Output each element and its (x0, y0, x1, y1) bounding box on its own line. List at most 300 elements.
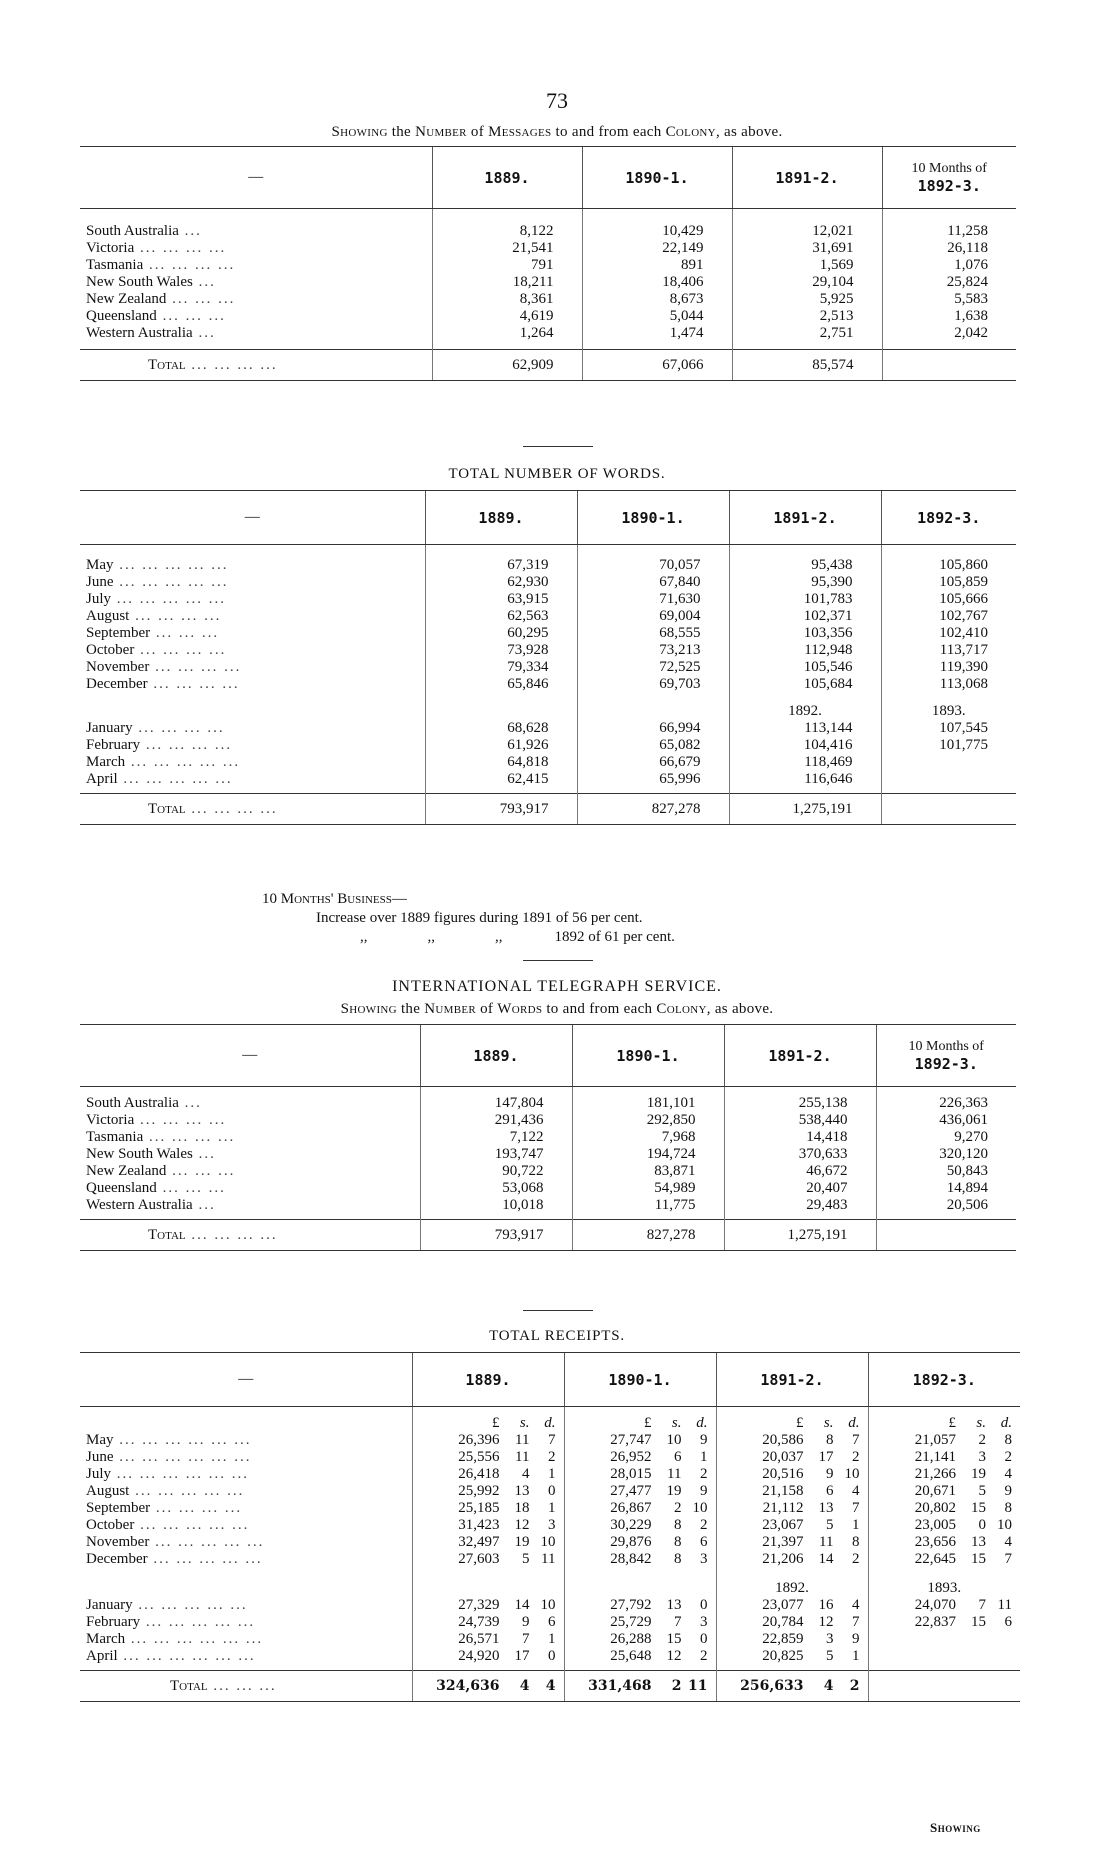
amount-cell (868, 1597, 1020, 1614)
total-cell: 1,275,191 (724, 1220, 876, 1251)
row-label: April ... ... ... ... ... (86, 770, 233, 787)
value-cell: 112,948 (729, 642, 881, 659)
pounds: 23,077 (762, 1596, 804, 1613)
spacer-cell (80, 1087, 420, 1095)
leader-dots: ... ... ... ... (150, 1499, 243, 1516)
table-row (80, 676, 1016, 693)
leader-dots: ... ... ... (156, 1179, 226, 1196)
pence: 9 (700, 1482, 708, 1499)
pence: 4 (1004, 1533, 1012, 1550)
leader-dots: ... ... ... ... (147, 675, 240, 692)
table-row (80, 308, 1016, 325)
amount-cell (716, 1597, 868, 1614)
pounds: 27,792 (610, 1596, 652, 1613)
spacer-cell (732, 209, 882, 223)
value-cell: 194,724 (572, 1146, 724, 1163)
amount-cell (412, 1483, 564, 1500)
leader-dots: ... (192, 1145, 216, 1162)
year-marker: 1892. (716, 1580, 868, 1597)
value-cell: 2,513 (732, 308, 882, 325)
value-cell: 102,767 (881, 608, 1016, 625)
row-label: Total ... ... ... ... (80, 350, 432, 381)
leader-dots: ... ... ... ... ... ... (117, 1647, 256, 1664)
header-blank: — (80, 1025, 420, 1087)
row-label: June ... ... ... ... ... ... (86, 1448, 252, 1465)
amount-cell (412, 1466, 564, 1483)
row-label: August ... ... ... ... ... (86, 1482, 245, 1499)
pounds: 20,784 (762, 1613, 804, 1630)
spacer-cell (724, 1087, 876, 1095)
pence: 8 (1004, 1431, 1012, 1448)
pounds: 331,468 (588, 1678, 652, 1694)
shillings: 11 (667, 1465, 682, 1482)
spacer-cell (582, 209, 732, 223)
amount-cell (868, 1517, 1020, 1534)
shillings: 11 (515, 1431, 530, 1448)
value-cell: 79,334 (425, 659, 577, 676)
table-row (80, 1112, 1016, 1129)
row-label: October ... ... ... ... ... (86, 1516, 250, 1533)
amount-cell (868, 1449, 1020, 1466)
row-label: August ... ... ... ... (86, 607, 222, 624)
row-label: May ... ... ... ... ... (86, 556, 229, 573)
row-label: February ... ... ... ... (86, 736, 233, 753)
shillings: 13 (818, 1499, 834, 1516)
value-cell: 69,004 (577, 608, 729, 625)
row-label: June ... ... ... ... ... (86, 573, 229, 590)
pence: 1 (852, 1647, 860, 1664)
table-row (80, 1095, 1016, 1112)
pounds: 23,005 (914, 1516, 956, 1533)
value-cell: 8,122 (432, 223, 582, 240)
leader-dots: ... ... ... ... ... (140, 1613, 256, 1630)
spacer-cell (420, 1087, 572, 1095)
row-label: Total ... ... ... (80, 1671, 412, 1702)
header-1889: 1889. (420, 1025, 572, 1087)
value-cell: 436,061 (876, 1112, 1016, 1129)
pence: 4 (852, 1482, 860, 1499)
value-cell: 147,804 (420, 1095, 572, 1112)
unit-label: s. (823, 1414, 834, 1431)
year-marker-row (80, 703, 1016, 720)
spacer-cell (577, 545, 729, 557)
shillings: 14 (514, 1596, 530, 1613)
amount-cell (412, 1449, 564, 1466)
amount-cell (564, 1648, 716, 1665)
header-1890-1: 1890-1. (582, 147, 732, 209)
value-cell: 5,583 (882, 291, 1016, 308)
pence: 10 (844, 1465, 860, 1482)
unit-label: d. (848, 1414, 860, 1431)
row-label: Total ... ... ... ... (80, 794, 425, 825)
row-label: New Zealand ... ... ... (86, 1162, 236, 1179)
table-row (80, 1180, 1016, 1197)
value-cell: 73,213 (577, 642, 729, 659)
shillings: 11 (819, 1533, 834, 1550)
amount-cell (412, 1614, 564, 1631)
amount-cell (412, 1534, 564, 1551)
pence: 7 (852, 1613, 860, 1630)
table-row (80, 1129, 1016, 1146)
unit-labels (716, 1415, 868, 1432)
leader-dots: ... ... ... ... ... (125, 753, 241, 770)
pounds: 21,158 (762, 1482, 804, 1499)
value-cell: 226,363 (876, 1095, 1016, 1112)
spacer-cell (868, 1568, 1020, 1580)
amount-cell (868, 1551, 1020, 1568)
amount-cell (564, 1551, 716, 1568)
pence: 10 (540, 1596, 556, 1613)
amount-cell (716, 1466, 868, 1483)
table-row (80, 1146, 1016, 1163)
value-cell: 104,416 (729, 737, 881, 754)
shillings: 5 (826, 1516, 834, 1533)
unit-label: £ (492, 1414, 500, 1431)
value-cell: 103,356 (729, 625, 881, 642)
total-cell: 827,278 (577, 794, 729, 825)
international-table (80, 1024, 1016, 1251)
value-cell: 105,666 (881, 591, 1016, 608)
row-label: March ... ... ... ... ... (86, 753, 241, 770)
value-cell: 60,295 (425, 625, 577, 642)
shillings: 2 (674, 1499, 682, 1516)
spacer-cell (716, 1568, 868, 1580)
header-1891-2: 1891-2. (716, 1353, 868, 1407)
value-cell: 14,418 (724, 1129, 876, 1146)
total-cell (882, 350, 1016, 381)
pounds: 21,141 (914, 1448, 956, 1465)
pounds: 22,645 (914, 1550, 956, 1567)
amount-cell (564, 1449, 716, 1466)
table-row (80, 257, 1016, 274)
pence: 6 (1004, 1613, 1012, 1630)
pence: 4 (1004, 1465, 1012, 1482)
row-label: October ... ... ... ... (86, 641, 227, 658)
pence: 11 (541, 1550, 556, 1567)
leader-dots: ... ... ... ... ... (117, 770, 233, 787)
pounds: 22,837 (914, 1613, 956, 1630)
pence: 9 (700, 1431, 708, 1448)
spacer-cell (732, 342, 882, 350)
spacer-cell (582, 342, 732, 350)
leader-dots: ... ... ... ... (140, 736, 233, 753)
spacer-cell (564, 1407, 716, 1415)
row-label: May ... ... ... ... ... ... (86, 1431, 252, 1448)
pounds: 27,477 (610, 1482, 652, 1499)
amount-cell (868, 1648, 1020, 1665)
pence: 2 (700, 1647, 708, 1664)
table-row (80, 1483, 1020, 1500)
shillings: 15 (971, 1499, 986, 1516)
total-cell: 62,909 (432, 350, 582, 381)
table-row (80, 625, 1016, 642)
value-cell: 11,258 (882, 223, 1016, 240)
spacer-cell (572, 1087, 724, 1095)
unit-label: d. (1000, 1414, 1012, 1431)
leader-dots: ... ... ... (166, 290, 236, 307)
amount-cell (716, 1500, 868, 1517)
row-label: January ... ... ... ... (86, 719, 225, 736)
shillings: 16 (818, 1596, 834, 1613)
pounds: 20,671 (914, 1482, 956, 1499)
amount-cell (868, 1614, 1020, 1631)
value-cell: 370,633 (724, 1146, 876, 1163)
spacer-cell (80, 545, 425, 557)
spacer-cell (876, 1087, 1016, 1095)
header-1892-3: 10 Months of 1892-3. (882, 147, 1016, 209)
value-cell: 26,118 (882, 240, 1016, 257)
table-row (80, 1466, 1020, 1483)
table-row (80, 1648, 1020, 1665)
pounds: 21,266 (914, 1465, 956, 1482)
leader-dots: ... ... ... ... (134, 1111, 227, 1128)
row-label: Victoria ... ... ... ... (86, 239, 227, 256)
table-row (80, 659, 1016, 676)
value-cell: 29,104 (732, 274, 882, 291)
shillings: 8 (674, 1533, 682, 1550)
leader-dots: ... ... ... ... (134, 239, 227, 256)
amount-cell (564, 1517, 716, 1534)
row-label: July ... ... ... ... ... ... (86, 1465, 250, 1482)
row-label: New Zealand ... ... ... (86, 290, 236, 307)
shillings: 13 (666, 1596, 682, 1613)
shillings: 0 (978, 1516, 986, 1533)
value-cell: 291,436 (420, 1112, 572, 1129)
shillings: 5 (522, 1550, 530, 1567)
pounds: 27,329 (458, 1596, 500, 1613)
leader-dots: ... ... ... ... ... ... (111, 1465, 250, 1482)
caption-international: Showing the Number of Words to and from each Colony, as above. (340, 1001, 774, 1017)
row-label: November ... ... ... ... (86, 658, 242, 675)
shillings: 4 (519, 1678, 530, 1694)
value-cell: 25,824 (882, 274, 1016, 291)
pence: 6 (548, 1613, 556, 1630)
shillings: 13 (971, 1533, 986, 1550)
total-row (80, 1220, 1016, 1251)
value-cell: 193,747 (420, 1146, 572, 1163)
row-label (80, 1580, 412, 1597)
pounds: 30,229 (610, 1516, 652, 1533)
leader-dots: ... ... ... ... ... ... (113, 1448, 252, 1465)
value-cell: 10,018 (420, 1197, 572, 1214)
value-cell: 68,555 (577, 625, 729, 642)
shillings: 17 (818, 1448, 834, 1465)
pence: 2 (700, 1465, 708, 1482)
leader-dots: ... ... ... ... (143, 1128, 236, 1145)
year-marker (564, 1580, 716, 1597)
leader-dots: ... ... ... ... (134, 641, 227, 658)
table-row (80, 325, 1016, 342)
pounds: 24,070 (914, 1596, 956, 1613)
shillings: 8 (674, 1550, 682, 1567)
amount-cell (412, 1551, 564, 1568)
value-cell: 891 (582, 257, 732, 274)
shillings: 4 (823, 1678, 834, 1694)
spacer-cell (80, 1407, 412, 1415)
pence: 9 (852, 1630, 860, 1647)
row-label: Victoria ... ... ... ... (86, 1111, 227, 1128)
row-label: South Australia ... (86, 1094, 202, 1111)
row-label: New South Wales ... (86, 1145, 216, 1162)
page-number: 73 (546, 88, 568, 113)
shillings: 15 (666, 1630, 682, 1647)
business-line-2: ,, ,, ,, 1892 of 61 per cent. (360, 929, 675, 945)
row-label (80, 1415, 412, 1432)
pounds: 20,516 (762, 1465, 804, 1482)
pounds: 31,423 (458, 1516, 500, 1533)
pence: 0 (548, 1647, 556, 1664)
value-cell: 62,563 (425, 608, 577, 625)
pounds: 28,015 (610, 1465, 652, 1482)
amount-cell (716, 1432, 868, 1449)
value-cell: 107,545 (881, 720, 1016, 737)
spacer-cell (868, 1407, 1020, 1415)
value-cell: 1,264 (432, 325, 582, 342)
header-1890-1: 1890-1. (572, 1025, 724, 1087)
value-cell: 20,506 (876, 1197, 1016, 1214)
leader-dots: ... ... ... (156, 307, 226, 324)
value-cell: 65,996 (577, 771, 729, 788)
pounds: 27,603 (458, 1550, 500, 1567)
spacer-cell (716, 1407, 868, 1415)
leader-dots: ... ... ... ... ... (132, 1596, 248, 1613)
table-row (80, 720, 1016, 737)
separator-rule (523, 960, 593, 961)
amount-cell (716, 1449, 868, 1466)
shillings: 7 (674, 1613, 682, 1630)
value-cell: 1,638 (882, 308, 1016, 325)
value-cell: 2,751 (732, 325, 882, 342)
shillings: 7 (522, 1630, 530, 1647)
value-cell: 292,850 (572, 1112, 724, 1129)
value-cell: 29,483 (724, 1197, 876, 1214)
pence: 9 (1004, 1482, 1012, 1499)
header-1889: 1889. (425, 491, 577, 545)
spacer-cell (412, 1407, 564, 1415)
total-cell: 793,917 (425, 794, 577, 825)
pounds: 21,206 (762, 1550, 804, 1567)
amount-cell (716, 1671, 868, 1702)
shillings: 11 (515, 1448, 530, 1465)
shillings: 19 (514, 1533, 530, 1550)
value-cell: 67,319 (425, 557, 577, 574)
spacer-cell (412, 1568, 564, 1580)
header-1890-1: 1890-1. (564, 1353, 716, 1407)
pence: 0 (700, 1596, 708, 1613)
spacer-cell (80, 342, 432, 350)
value-cell: 8,673 (582, 291, 732, 308)
header-1890-1: 1890-1. (577, 491, 729, 545)
table-row (80, 1163, 1016, 1180)
amount-cell (564, 1614, 716, 1631)
shillings: 15 (971, 1550, 986, 1567)
spacer-row (80, 1407, 1020, 1415)
row-label: February ... ... ... ... ... (86, 1613, 256, 1630)
spacer-cell (425, 693, 577, 703)
shillings: 12 (818, 1613, 834, 1630)
spacer-cell (564, 1568, 716, 1580)
amount-cell (564, 1466, 716, 1483)
shillings: 19 (971, 1465, 986, 1482)
unit-labels (412, 1415, 564, 1432)
title-international: INTERNATIONAL TELEGRAPH SERVICE. (392, 978, 722, 995)
pence: 3 (700, 1550, 708, 1567)
value-cell: 105,859 (881, 574, 1016, 591)
shillings: 8 (826, 1431, 834, 1448)
amount-cell (868, 1500, 1020, 1517)
pence: 0 (548, 1482, 556, 1499)
value-cell: 119,390 (881, 659, 1016, 676)
spacer-row (80, 342, 1016, 350)
leader-dots: ... ... ... ... (185, 800, 278, 817)
pence: 7 (548, 1431, 556, 1448)
leader-dots: ... (178, 1094, 202, 1111)
header-1891-2: 1891-2. (729, 491, 881, 545)
amount-cell (564, 1534, 716, 1551)
value-cell: 2,042 (882, 325, 1016, 342)
pounds: 26,952 (610, 1448, 652, 1465)
messages-table (80, 146, 1016, 381)
row-label: Western Australia ... (86, 324, 216, 341)
table-row (80, 737, 1016, 754)
value-cell: 31,691 (732, 240, 882, 257)
amount-cell (716, 1534, 868, 1551)
table-row (80, 557, 1016, 574)
shillings: 18 (514, 1499, 530, 1516)
value-cell: 255,138 (724, 1095, 876, 1112)
table-row (80, 1500, 1020, 1517)
header-1892-3: 1892-3. (881, 491, 1016, 545)
pounds: 23,656 (914, 1533, 956, 1550)
shillings: 6 (674, 1448, 682, 1465)
amount-cell (716, 1551, 868, 1568)
pence: 10 (540, 1533, 556, 1550)
value-cell: 65,082 (577, 737, 729, 754)
pence: 1 (548, 1630, 556, 1647)
spacer-cell (432, 342, 582, 350)
value-cell: 46,672 (724, 1163, 876, 1180)
amount-cell (564, 1631, 716, 1648)
pounds: 20,802 (914, 1499, 956, 1516)
amount-cell (868, 1671, 1020, 1702)
total-row (80, 350, 1016, 381)
pence: 11 (688, 1678, 708, 1694)
pounds: 26,418 (458, 1465, 500, 1482)
spacer-row (80, 1087, 1016, 1095)
pence: 3 (700, 1613, 708, 1630)
pounds: 21,397 (762, 1533, 804, 1550)
value-cell: 181,101 (572, 1095, 724, 1112)
shillings: 3 (978, 1448, 986, 1465)
unit-label: s. (519, 1414, 530, 1431)
amount-cell (412, 1597, 564, 1614)
header-1889: 1889. (412, 1353, 564, 1407)
unit-label: £ (948, 1414, 956, 1431)
pounds: 21,112 (762, 1499, 804, 1516)
table-row (80, 1449, 1020, 1466)
value-cell: 63,915 (425, 591, 577, 608)
pounds: 26,867 (610, 1499, 652, 1516)
pounds: 21,057 (914, 1431, 956, 1448)
leader-dots: ... ... ... ... (129, 607, 222, 624)
words-table (80, 490, 1016, 825)
value-cell (881, 771, 1016, 788)
table-row (80, 591, 1016, 608)
pounds: 25,648 (610, 1647, 652, 1664)
pounds: 20,037 (762, 1448, 804, 1465)
value-cell: 18,211 (432, 274, 582, 291)
value-cell: 69,703 (577, 676, 729, 693)
